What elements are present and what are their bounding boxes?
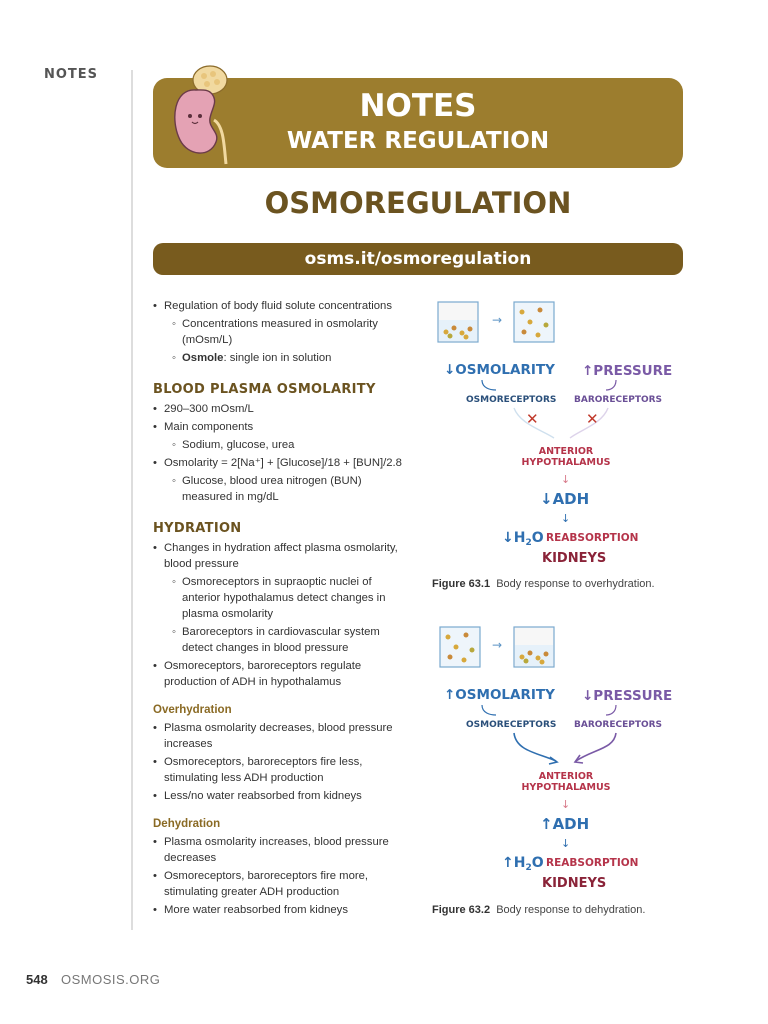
arrow-down-icon: ↓ [561, 512, 571, 525]
intro-list [153, 298, 403, 366]
figure1-caption [432, 578, 655, 590]
osmolarity-label: ↑OSMOLARITY [444, 687, 555, 703]
water-o: O [531, 530, 544, 546]
beaker-diluted-icon [514, 302, 554, 342]
plasma-list [153, 401, 403, 505]
water-arrow: ↑ [502, 855, 514, 871]
arrow-right-icon: → [492, 638, 503, 652]
section-heading-hydration: HYDRATION [153, 521, 242, 536]
list-item: ◦ Sodium, glucose, urea [153, 437, 403, 453]
adh-label: ↓ADH [540, 490, 590, 508]
arrow-down-icon: ↓ [561, 798, 571, 811]
beaker-concentrated-icon [514, 627, 554, 667]
pressure-label: ↑PRESSURE [582, 363, 673, 379]
list-item: ◦ Osmoreceptors in supraoptic nuclei of anterior hypothalamus detect changes in plasma osmolarity [153, 574, 403, 622]
list-item: • Plasma osmolarity increases, blood pressure decreases [153, 834, 403, 866]
dehydration-list [153, 834, 403, 918]
overhydration-list [153, 720, 403, 804]
sidebar-divider [131, 70, 133, 930]
figure1-caption-text: Body response to overhydration. [496, 578, 655, 590]
list-item: • More water reabsorbed from kidneys [153, 902, 403, 918]
sidebar-notes-label: NOTES [44, 67, 99, 82]
list-item: ◦ Concentrations measured in osmolarity (mOsm/L) [153, 316, 403, 348]
kidneys-label: KIDNEYS [542, 551, 607, 566]
osmoreceptors-label: OSMORECEPTORS [466, 395, 557, 405]
beaker-concentrated-icon [438, 302, 478, 342]
water-subscript: 2 [525, 538, 532, 548]
list-item: ◦ Osmole: single ion in solution [153, 350, 403, 366]
list-item: • Regulation of body fluid solute concentrations [153, 298, 403, 314]
hypothalamus-label-line1: ANTERIOR [538, 771, 594, 782]
arrow-right-icon: → [492, 313, 503, 327]
water-o: O [531, 855, 544, 871]
hypothalamus-label-line2: HYPOTHALAMUS [521, 457, 611, 468]
banner-title: NOTES [359, 88, 477, 124]
inhibited-cross-icon: ✕ [586, 410, 599, 428]
subheading-dehydration: Dehydration [153, 818, 221, 830]
reabsorption-label: REABSORPTION [546, 532, 639, 544]
figure-dehydration [430, 623, 690, 895]
adh-label: ↑ADH [540, 815, 590, 833]
list-item: • Main components [153, 419, 403, 435]
list-item: • Osmolarity = 2[Na⁺] + [Glucose]/18 + [BUN]/2.8 [153, 455, 403, 471]
kidney-illustration-icon [166, 62, 236, 166]
baroreceptors-label: BARORECEPTORS [574, 720, 663, 730]
list-item: ◦ Glucose, blood urea nitrogen (BUN) measured in mg/dL [153, 473, 403, 505]
inhibited-cross-icon: ✕ [526, 410, 539, 428]
water-subscript: 2 [525, 863, 532, 873]
figure-overhydration [430, 298, 690, 570]
water-h: H [513, 530, 526, 546]
url-bar[interactable] [153, 243, 683, 275]
water-label [502, 530, 544, 548]
text-column [153, 298, 403, 920]
water-h: H [513, 855, 526, 871]
section-heading-plasma: BLOOD PLASMA OSMOLARITY [153, 382, 376, 397]
arrow-down-icon: ↓ [561, 473, 571, 486]
figure2-caption-text: Body response to dehydration. [496, 904, 646, 916]
chapter-title: OSMOREGULATION [264, 186, 572, 220]
figure1-number: Figure 63.1 [432, 578, 491, 590]
kidneys-label: KIDNEYS [542, 876, 607, 891]
osmoreceptors-label: OSMORECEPTORS [466, 720, 557, 730]
list-item: ◦ Baroreceptors in cardiovascular system detect changes in blood pressure [153, 624, 403, 656]
pressure-label: ↓PRESSURE [582, 688, 673, 704]
hypothalamus-label-line1: ANTERIOR [538, 446, 594, 457]
figure2-number: Figure 63.2 [432, 904, 491, 916]
footer-site[interactable]: OSMOSIS.ORG [61, 972, 161, 987]
banner-subtitle: WATER REGULATION [286, 128, 550, 154]
hypothalamus-label-line2: HYPOTHALAMUS [521, 782, 611, 793]
arrow-down-icon: ↓ [561, 837, 571, 850]
osmolarity-label: ↓OSMOLARITY [444, 362, 555, 378]
beaker-diluted-icon [440, 627, 480, 667]
water-arrow: ↓ [502, 530, 514, 546]
list-item: • 290–300 mOsm/L [153, 401, 403, 417]
list-item: • Changes in hydration affect plasma osmolarity, blood pressure [153, 540, 403, 572]
figure2-caption [432, 904, 645, 916]
subheading-overhydration: Overhydration [153, 704, 232, 716]
page-number: 548 [26, 972, 48, 987]
url-link[interactable]: osms.it/osmoregulation [304, 249, 532, 269]
term-osmole: Osmole [182, 352, 224, 364]
list-item: • Plasma osmolarity decreases, blood pressure increases [153, 720, 403, 752]
hydration-list [153, 540, 403, 690]
water-label [502, 855, 544, 873]
list-item: • Osmoreceptors, baroreceptors regulate production of ADH in hypothalamus [153, 658, 403, 690]
reabsorption-label: REABSORPTION [546, 857, 639, 869]
list-item: • Osmoreceptors, baroreceptors fire more, stimulating greater ADH production [153, 868, 403, 900]
baroreceptors-label: BARORECEPTORS [574, 395, 663, 405]
list-item: • Less/no water reabsorbed from kidneys [153, 788, 403, 804]
list-item: • Osmoreceptors, baroreceptors fire less, stimulating less ADH production [153, 754, 403, 786]
